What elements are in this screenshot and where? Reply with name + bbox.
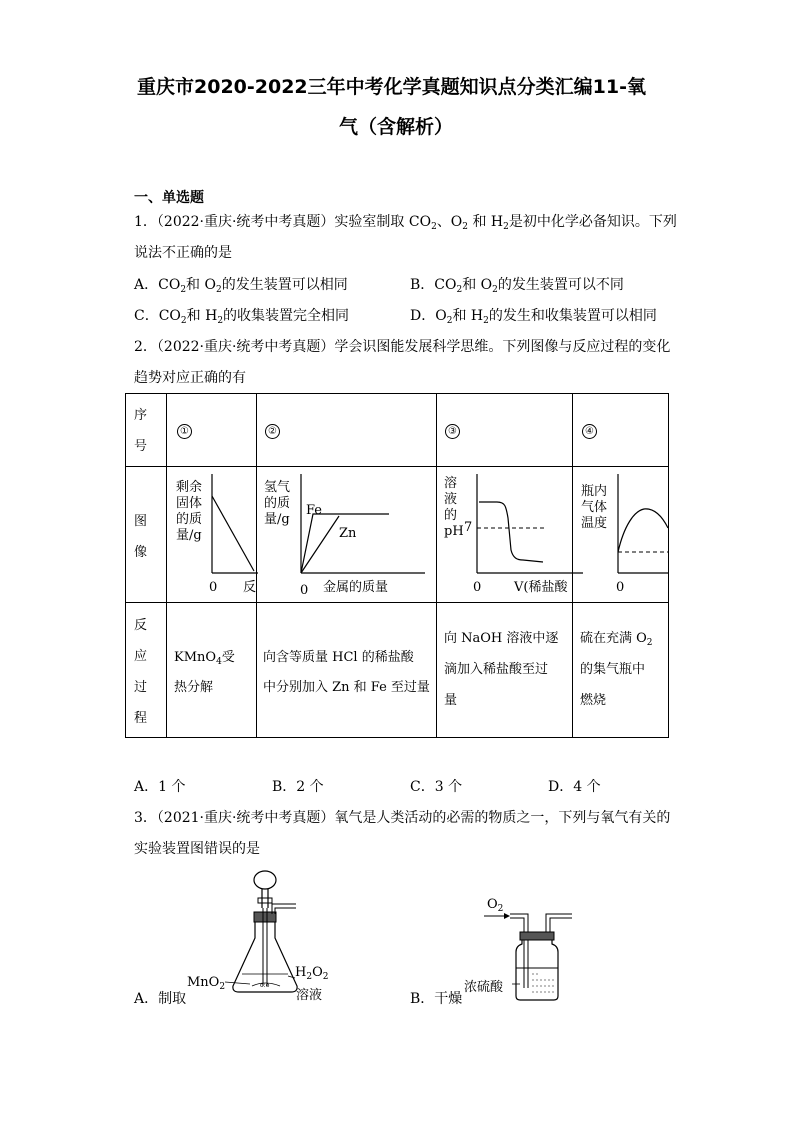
- process-1: KMnO$_4$受 热分解: [174, 650, 235, 695]
- graph4-plot: [616, 466, 668, 576]
- graph2-ylabel: 氢气 的质 量/g: [264, 480, 291, 527]
- process-4: 硫在充满 $O_2$ 的集气瓶中 燃烧: [580, 631, 653, 708]
- q1-option-a[interactable]: A．$CO_2$和 $O_2$的发生装置可以相同: [134, 277, 348, 295]
- q2-option-c[interactable]: C．3 个: [410, 779, 463, 795]
- figure-a-h2o2-label: $H_2O_2$: [295, 965, 329, 982]
- graph4-origin: 0: [616, 580, 625, 595]
- figure-b-o2-label: $O_2$: [487, 897, 504, 914]
- graph2-zn-label: Zn: [339, 526, 357, 541]
- graph2-plot: [299, 466, 429, 576]
- graph3-xlabel: V(稀盐酸: [514, 580, 568, 595]
- q1-stem-line2: 说法不正确的是: [134, 245, 232, 261]
- q1-option-c[interactable]: C．$CO_2$和 $H_2$的收集装置完全相同: [134, 308, 350, 326]
- graph3-ylabel: 溶 液 的 pH: [444, 476, 464, 539]
- q1-option-b[interactable]: B．$CO_2$和 $O_2$的发生装置可以不同: [410, 277, 624, 295]
- graph2-fe-label: Fe: [306, 503, 323, 518]
- circled-number-4: ④: [582, 424, 597, 439]
- graph2-xlabel: 金属的质量: [323, 580, 389, 595]
- q2-stem-line2: 趋势对应正确的有: [134, 370, 246, 386]
- q3-stem: 3．（2021·重庆·统考中考真题）氧气是人类活动的必需的物质之一，下列与氧气有关的: [134, 810, 671, 826]
- process-3: 向 NaOH 溶液中逐 滴加入稀盐酸至过 量: [444, 631, 559, 708]
- row-header-graph: 图 像: [134, 514, 148, 560]
- section-heading: 一、单选题: [134, 190, 204, 206]
- graph3-origin: 0: [473, 580, 482, 595]
- q1-option-d[interactable]: D．$O_2$和 $H_2$的发生和收集装置可以相同: [410, 308, 657, 326]
- graph3-plot: [475, 466, 585, 576]
- graph1-plot: [210, 466, 260, 576]
- q3-stem-line2: 实验装置图错误的是: [134, 841, 260, 857]
- svg-text:o:o: o:o: [260, 982, 270, 989]
- circled-number-1: ①: [177, 424, 192, 439]
- circled-number-2: ②: [265, 424, 280, 439]
- row-header-process: 反 应 过 程: [134, 618, 148, 726]
- graph3-seven: 7: [464, 520, 473, 535]
- process-2: 向含等质量 HCl 的稀盐酸 中分别加入 Zn 和 Fe 至过量: [263, 650, 430, 695]
- q2-option-a[interactable]: A．1 个: [134, 779, 186, 795]
- page-title: 重庆市2020-2022三年中考化学真题知识点分类汇编11-氧: [137, 76, 646, 98]
- graph2-origin: 0: [300, 583, 309, 598]
- figure-a-apparatus: [230, 868, 350, 998]
- page-title-line2: 气（含解析）: [339, 116, 454, 138]
- q2-option-b[interactable]: B．2 个: [272, 779, 324, 795]
- figure-b-acid-label: 浓硫酸: [464, 980, 504, 995]
- figure-a-solution-label: 溶液: [296, 988, 323, 1003]
- q2-table: [125, 393, 669, 738]
- circled-number-3: ③: [445, 424, 460, 439]
- q3-option-b[interactable]: B．干燥: [410, 991, 463, 1007]
- graph1-ylabel: 剩余 固体 的质 量/g: [176, 480, 203, 543]
- figure-a-mno2-label: MnO$_2$: [187, 975, 226, 992]
- graph4-ylabel: 瓶内 气体 温度: [581, 484, 608, 531]
- q2-stem: 2．（2022·重庆·统考中考真题）学会识图能发展科学思维。下列图像与反应过程的变化: [134, 339, 671, 355]
- q1-stem: 1．（2022·重庆·统考中考真题）实验室制取 $CO_2$、$O_2$ 和 $H_2$是初中化学必备知识。下列: [134, 214, 677, 232]
- row-header-number: 序 号: [134, 408, 148, 454]
- q3-option-a[interactable]: A．制取: [134, 991, 187, 1007]
- graph1-xlabel: 反: [243, 580, 257, 595]
- q2-option-d[interactable]: D．4 个: [548, 779, 601, 795]
- graph1-origin: 0: [209, 580, 218, 595]
